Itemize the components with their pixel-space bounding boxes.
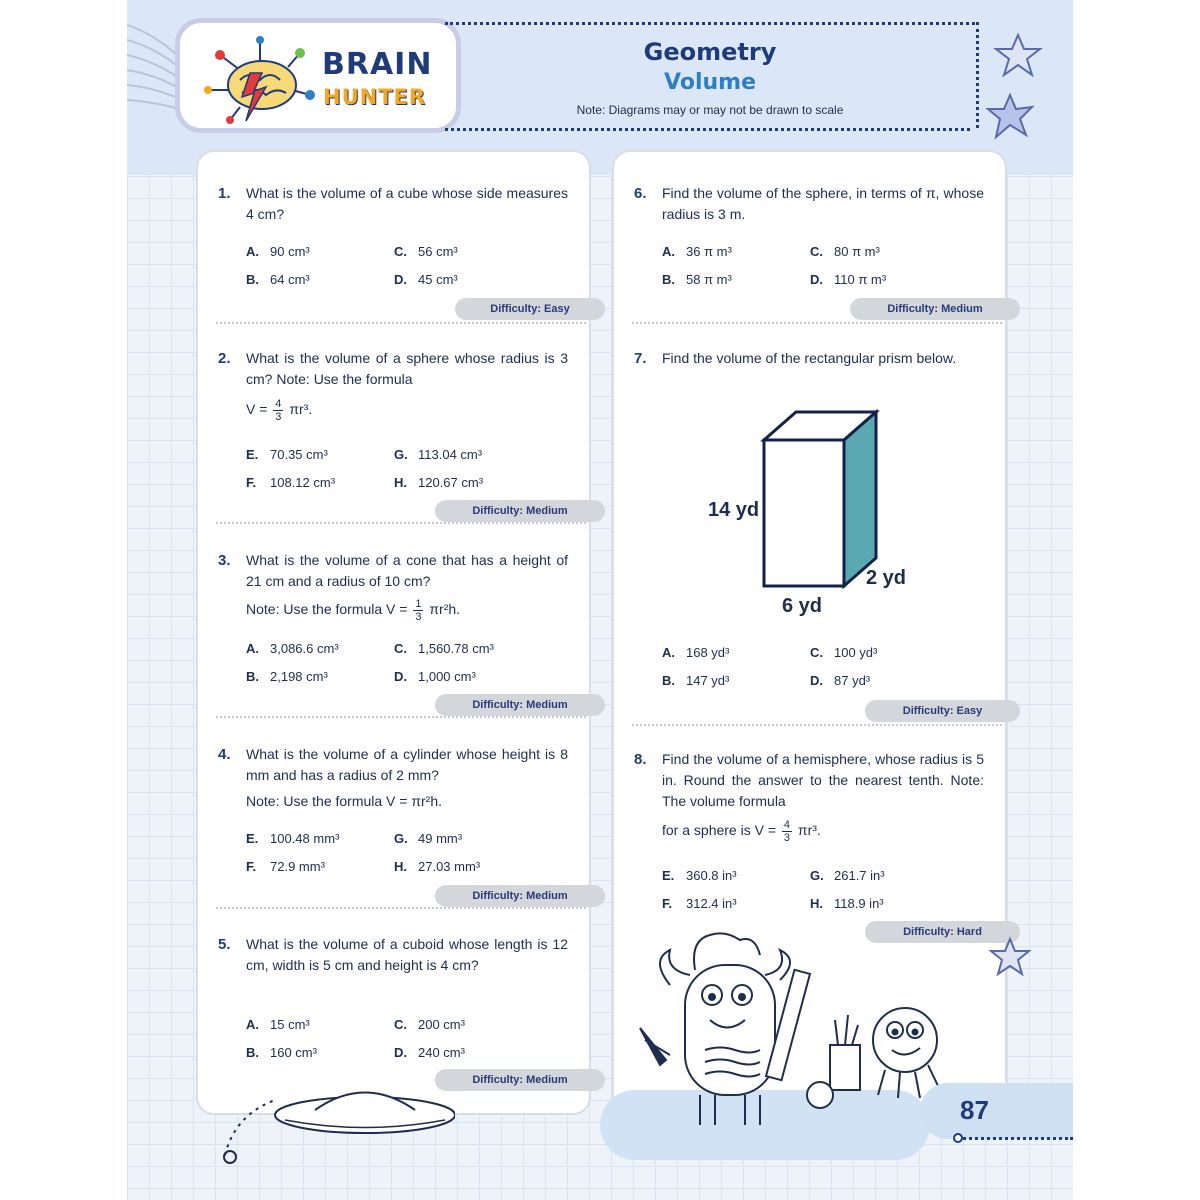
question-number: 1. xyxy=(218,185,231,202)
header-dotted-line-top xyxy=(445,22,975,25)
question-text: Find the volume of the sphere, in terms of π, whose radius is 3 m. xyxy=(662,185,984,222)
option[interactable]: A. 36 π m³ xyxy=(662,244,732,259)
option[interactable]: H. 120.67 cm³ xyxy=(394,475,484,490)
option[interactable]: C. 56 cm³ xyxy=(394,244,458,259)
brain-icon xyxy=(200,35,320,125)
monster-illustration xyxy=(630,930,960,1130)
dot-icon xyxy=(952,1132,964,1144)
option[interactable]: B. 147 yd³ xyxy=(662,673,730,688)
option[interactable]: A. 15 cm³ xyxy=(246,1017,310,1032)
question-1 xyxy=(218,183,578,303)
option[interactable]: G. 113.04 cm³ xyxy=(394,447,483,462)
option[interactable]: B. 160 cm³ xyxy=(246,1045,317,1060)
difficulty-badge: Difficulty: Hard xyxy=(865,921,1020,943)
question-text: Find the volume of a hemisphere, whose radius is 5 in. Round the answer to the nearest tenth. Note: The volume formula xyxy=(662,751,984,809)
difficulty-badge: Difficulty: Medium xyxy=(850,298,1020,320)
question-4 xyxy=(218,744,578,884)
logo-hunter-text: HUNTER xyxy=(323,85,427,109)
question-5 xyxy=(218,934,578,1064)
option[interactable]: A. 90 cm³ xyxy=(246,244,310,259)
difficulty-badge: Difficulty: Medium xyxy=(435,885,605,907)
option[interactable]: H. 27.03 mm³ xyxy=(394,859,481,874)
difficulty-badge: Difficulty: Medium xyxy=(435,1069,605,1091)
subject-title: Geometry xyxy=(643,38,777,66)
question-number: 8. xyxy=(634,751,647,768)
page-number-dotted-line xyxy=(958,1137,1073,1140)
prism-height-label: 14 yd xyxy=(708,499,760,521)
option[interactable]: F. 312.4 in³ xyxy=(662,896,737,911)
option[interactable]: C. 80 π m³ xyxy=(810,244,880,259)
separator xyxy=(216,522,586,524)
logo-brain-text: BRAIN xyxy=(322,47,433,82)
option[interactable]: D. 110 π m³ xyxy=(810,272,887,287)
formula: for a sphere is V = $\frac{4}{3}$ πr³. xyxy=(662,819,821,844)
brain-hunter-logo xyxy=(175,18,461,133)
question-text: Find the volume of the rectangular prism below. xyxy=(662,350,957,366)
question-number: 2. xyxy=(218,350,231,367)
rectangular-prism-diagram xyxy=(754,408,894,593)
ufo-illustration xyxy=(215,1075,455,1170)
option[interactable]: F. 72.9 mm³ xyxy=(246,859,325,874)
header-dotted-line-vertical xyxy=(976,22,979,128)
topic-title: Volume xyxy=(664,70,756,95)
question-6 xyxy=(634,183,994,303)
question-text: What is the volume of a cuboid whose length is 12 cm, width is 5 cm and height is 4 cm? xyxy=(246,936,568,973)
question-number: 6. xyxy=(634,185,647,202)
separator xyxy=(216,322,586,324)
option[interactable]: C. 200 cm³ xyxy=(394,1017,465,1032)
difficulty-badge: Difficulty: Easy xyxy=(455,298,605,320)
question-number: 5. xyxy=(218,936,231,953)
separator xyxy=(632,724,1002,726)
difficulty-badge: Difficulty: Medium xyxy=(435,500,605,522)
option[interactable]: D. 45 cm³ xyxy=(394,272,458,287)
option[interactable]: F. 108.12 cm³ xyxy=(246,475,336,490)
page-number-tab xyxy=(920,1083,1073,1139)
option[interactable]: C. 100 yd³ xyxy=(810,645,878,660)
formula: V = $\frac{4}{3}$ πr³. xyxy=(246,398,313,423)
prism-width-label: 6 yd xyxy=(782,595,823,617)
question-text: What is the volume of a cylinder whose height is 8 mm and has a radius of 2 mm? xyxy=(246,746,568,783)
option[interactable]: E. 100.48 mm³ xyxy=(246,831,340,846)
option[interactable]: D. 87 yd³ xyxy=(810,673,871,688)
question-text: What is the volume of a cube whose side measures 4 cm? xyxy=(246,185,568,222)
option[interactable]: D. 240 cm³ xyxy=(394,1045,465,1060)
formula: Note: Use the formula V = πr²h. xyxy=(246,793,443,809)
star-decorations xyxy=(980,15,1060,155)
star-icon xyxy=(985,935,1035,980)
question-8 xyxy=(634,749,994,919)
header-dotted-line-bottom xyxy=(445,128,970,131)
prism-depth-label: 2 yd xyxy=(866,567,907,589)
question-number: 3. xyxy=(218,552,231,569)
separator xyxy=(216,716,586,718)
difficulty-badge: Difficulty: Easy xyxy=(865,700,1020,722)
difficulty-badge: Difficulty: Medium xyxy=(435,694,605,716)
question-number: 7. xyxy=(634,350,647,367)
question-7 xyxy=(634,348,994,693)
question-number: 4. xyxy=(218,746,231,763)
option[interactable]: B. 58 π m³ xyxy=(662,272,732,287)
option[interactable]: B. 64 cm³ xyxy=(246,272,310,287)
option[interactable]: C. 1,560.78 cm³ xyxy=(394,641,494,656)
separator xyxy=(632,322,1002,324)
question-text: What is the volume of a sphere whose radius is 3 cm? Note: Use the formula xyxy=(246,350,568,387)
scale-note: Note: Diagrams may or may not be drawn to scale xyxy=(576,103,844,117)
option[interactable]: A. 168 yd³ xyxy=(662,645,730,660)
separator xyxy=(216,907,586,909)
option[interactable]: E. 70.35 cm³ xyxy=(246,447,328,462)
option[interactable]: A. 3,086.6 cm³ xyxy=(246,641,339,656)
question-3 xyxy=(218,550,578,690)
question-text: What is the volume of a cone that has a height of 21 cm and a radius of 10 cm? xyxy=(246,552,568,589)
option[interactable]: G. 261.7 in³ xyxy=(810,868,885,883)
option[interactable]: D. 1,000 cm³ xyxy=(394,669,476,684)
page-number: 87 xyxy=(960,1095,989,1125)
option[interactable]: E. 360.8 in³ xyxy=(662,868,737,883)
option[interactable]: G. 49 mm³ xyxy=(394,831,463,846)
option[interactable]: B. 2,198 cm³ xyxy=(246,669,328,684)
formula: Note: Use the formula V = $\frac{1}{3}$ πr²h. xyxy=(246,598,461,623)
option[interactable]: H. 118.9 in³ xyxy=(810,896,884,911)
question-2 xyxy=(218,348,578,498)
